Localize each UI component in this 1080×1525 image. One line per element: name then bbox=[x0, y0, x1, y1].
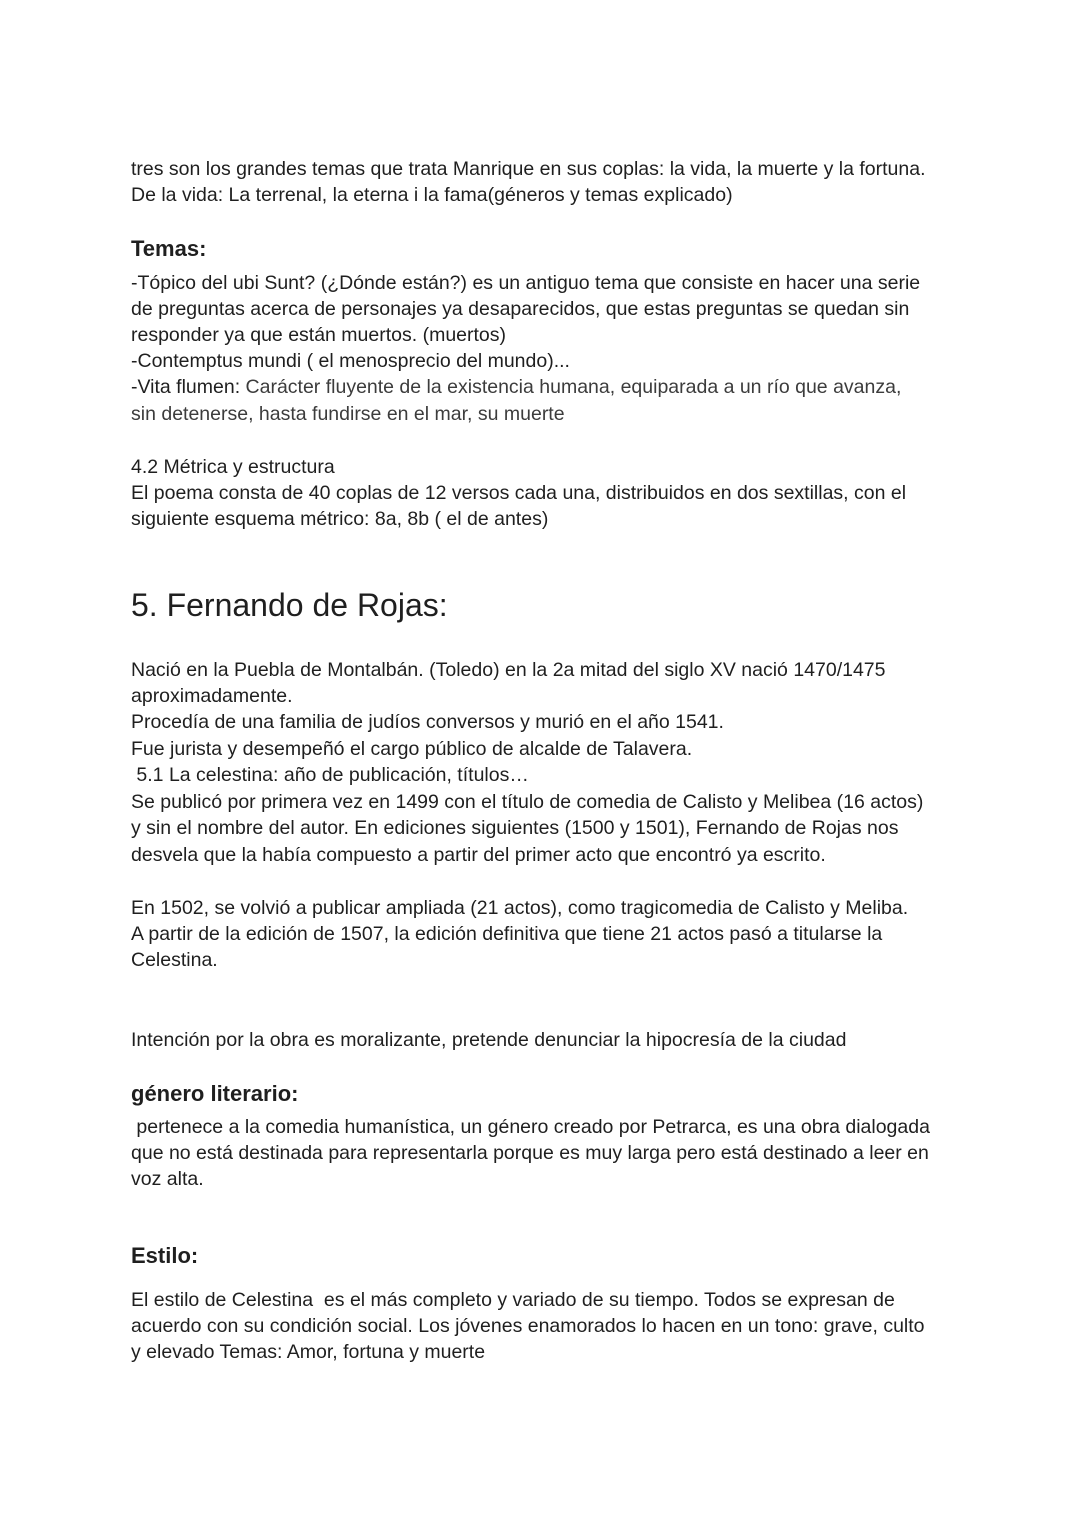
metrica-line-1: El poema consta de 40 coplas de 12 versos cada una, distribuidos en dos sextillas, con el bbox=[131, 482, 907, 504]
genero-line-2: que no está destinada para representarla porque es muy larga pero está destinado a leer en bbox=[131, 1142, 929, 1164]
ubi-sunt-line-3: responder ya que están muertos. (muertos) bbox=[131, 324, 507, 346]
bio-line-6: Se publicó por primera vez en 1499 con el título de comedia de Calisto y Melibea (16 actos) bbox=[131, 791, 924, 813]
bio-line-3: Procedía de una familia de judíos conversos y murió en el año 1541. bbox=[131, 711, 724, 733]
bio-line-4: Fue jurista y desempeñó el cargo público de alcalde de Talavera. bbox=[131, 738, 693, 760]
estilo-line-1: El estilo de Celestina es el más completo y variado de su tiempo. Todos se expresan de bbox=[131, 1289, 895, 1311]
genero-line-3: voz alta. bbox=[131, 1168, 204, 1190]
ubi-sunt-line-2: de preguntas acerca de personajes ya desaparecidos, que estas preguntas se quedan sin bbox=[131, 298, 910, 320]
section-5-heading: 5. Fernando de Rojas: bbox=[131, 587, 448, 623]
intro-line-2: De la vida: La terrenal, la eterna i la fama(géneros y temas explicado) bbox=[131, 184, 733, 206]
metrica-title: 4.2 Métrica y estructura bbox=[131, 456, 335, 478]
vita-flumen-line-1 bbox=[131, 374, 961, 400]
bio-line-8: desvela que la había compuesto a partir del primer acto que encontró ya escrito. bbox=[131, 844, 826, 866]
vita-flumen-line-2: sin detenerse, hasta fundirse en el mar, su muerte bbox=[131, 403, 565, 425]
celestina-subtitle: 5.1 La celestina: año de publicación, títulos… bbox=[131, 764, 529, 786]
edicion-line-3: Celestina. bbox=[131, 949, 218, 971]
vita-flumen-description: Carácter fluyente de la existencia humana, equiparada a un río que avanza, bbox=[245, 376, 902, 398]
intro-line-1: tres son los grandes temas que trata Manrique en sus coplas: la vida, la muerte y la fortuna. bbox=[131, 158, 926, 180]
estilo-line-3: y elevado Temas: Amor, fortuna y muerte bbox=[131, 1341, 486, 1363]
bio-line-2: aproximadamente. bbox=[131, 685, 293, 707]
edicion-line-1: En 1502, se volvió a publicar ampliada (21 actos), como tragicomedia de Calisto y Meliba. bbox=[131, 897, 909, 919]
bio-line-7: y sin el nombre del autor. En ediciones siguientes (1500 y 1501), Fernando de Rojas nos bbox=[131, 817, 899, 839]
metrica-line-2: siguiente esquema métrico: 8a, 8b ( el de antes) bbox=[131, 508, 549, 530]
temas-heading: Temas: bbox=[131, 236, 207, 261]
estilo-line-2: acuerdo con su condición social. Los jóvenes enamorados lo hacen en un tono: grave, culto bbox=[131, 1315, 925, 1337]
genero-heading: género literario: bbox=[131, 1081, 299, 1106]
contemptus-line: -Contemptus mundi ( el menosprecio del mundo)... bbox=[131, 350, 570, 372]
vita-flumen-label: -Vita flumen: bbox=[131, 376, 246, 398]
bio-line-1: Nació en la Puebla de Montalbán. (Toledo) en la 2a mitad del siglo XV nació 1470/1475 bbox=[131, 659, 886, 681]
edicion-line-2: A partir de la edición de 1507, la edición definitiva que tiene 21 actos pasó a titularse la bbox=[131, 923, 883, 945]
estilo-heading: Estilo: bbox=[131, 1243, 199, 1268]
genero-line-1: pertenece a la comedia humanística, un género creado por Petrarca, es una obra dialogada bbox=[131, 1116, 930, 1138]
intencion-line: Intención por la obra es moralizante, pretende denunciar la hipocresía de la ciudad bbox=[131, 1029, 847, 1051]
ubi-sunt-line-1: -Tópico del ubi Sunt? (¿Dónde están?) es un antiguo tema que consiste en hacer una serie bbox=[131, 272, 921, 294]
